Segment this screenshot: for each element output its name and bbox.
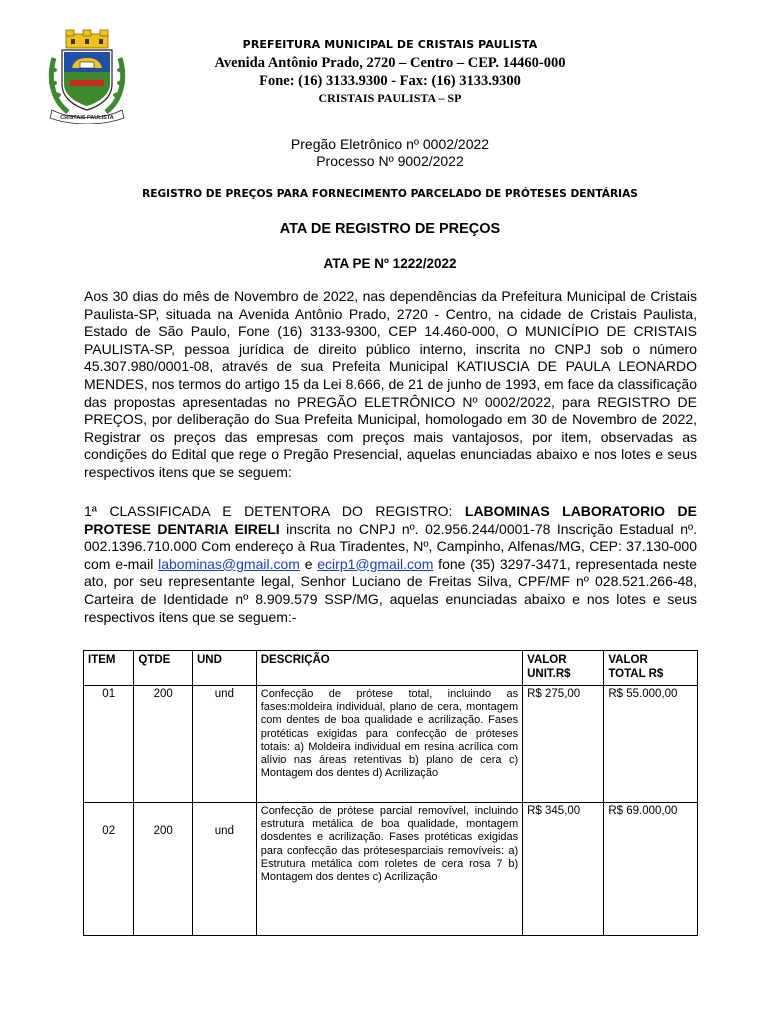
company-details-1: inscrita no CNPJ nº. 02.956.244/0001-78 Inscrição Estadual nº. 002.1396.710.000 Com endereço à Rua Tiradentes, Nº, Campinho, Alfenas/MG, CEP: 37.130-000 com e-mail <box>84 520 697 572</box>
header-item: ITEM <box>84 651 134 686</box>
company-details-conj: e <box>299 555 318 572</box>
row-valor-unit: R$ 345,00 <box>523 803 604 936</box>
ata-title: ATA DE REGISTRO DE PREÇOS <box>279 221 501 237</box>
header-valor-unit <box>523 651 604 686</box>
company-details-2: fone (35) 3297-3471, representada neste ato, por seu representante legal, Senhor Luciano de Freitas Silva, CPF/MF nº 028.521.266-48, Carteira de Identidade nº 8.909.579 SSP/MG, aquelas enunciadas abaixo e nos lotes e seus respectivos itens que se seguem:- <box>84 555 697 625</box>
municipal-crest-logo <box>44 28 130 124</box>
row-valor-unit: R$ 275,00 <box>523 686 604 803</box>
row-qtde: 200 <box>134 686 193 803</box>
row-valor-total: R$ 55.000,00 <box>604 686 698 803</box>
row-item: 02 <box>84 803 134 936</box>
row-valor-total: R$ 69.000,00 <box>604 803 698 936</box>
header-valor-unit-line2: UNIT.R$ <box>527 668 571 680</box>
pregao-number: Pregão Eletrônico nº 0002/2022 <box>290 136 490 152</box>
header-qtde: QTDE <box>134 651 193 686</box>
classified-prefix: 1ª CLASSIFICADA E DETENTORA DO REGISTRO: <box>84 503 465 519</box>
table-row <box>84 686 698 803</box>
pregao-block <box>200 136 580 170</box>
intro-paragraph: Aos 30 dias do mês de Novembro de 2022, nas dependências da Prefeitura Municipal de Cristais Paulista-SP, situada na Avenida Antônio Prado, 2720 - Centro, na cidade de Cristais Paulista, Estado de São Paulo, Fone (16) 3133-9300, CEP 14.460-000, O MUNICÍPIO DE CRISTAIS PAULISTA-SP, pessoa jurídica de direito público interno, inscrita no CNPJ sob o número 45.307.980/0001-08, através de sua Prefeita Municipal KATIUSCIA DE PAULA LEONARDO MENDES, nos termos do artigo 15 da Lei 8.666, de 21 de junho de 1993, em face da classificação das propostas apresentadas no PREGÃO ELETRÔNICO Nº 0002/2022, para REGISTRO DE PREÇOS, por deliberação do Sua Prefeita Municipal, homologado em 30 de Novembro de 2022, Registrar os preços das empresas com preços mais vantajosos, por item, observadas as condições do Edital que rege o Pregão Presencial, aquelas enunciadas abaixo e nos lotes e seus respectivos itens que se seguem: <box>84 288 697 480</box>
row-item: 01 <box>84 686 134 803</box>
table-header-row <box>84 651 698 686</box>
row-qtde: 200 <box>134 803 193 936</box>
email-link-ecirp[interactable]: ecirp1@gmail.com <box>317 555 434 572</box>
row-descricao: Confecção de prótese parcial removível, incluindo estrutura metálica de boa qualidade, montagem dosdentes e acrilização. Fases protéticas exigidas para confecção das prótesesparciais removíveis: a) Estrutura metálica com roletes de cera rosa 7 b) Montagem dos dentes c) Acrilização <box>256 803 522 936</box>
company-name: LABOMINAS LABORATORIO DE PROTESE DENTARIA EIRELI <box>84 503 697 537</box>
ata-number: ATA PE Nº 1222/2022 <box>323 256 457 271</box>
header-valor-total-line1: VALOR <box>608 654 648 666</box>
table-row <box>84 803 698 936</box>
header-und: UND <box>193 651 257 686</box>
header-valor-total <box>604 651 698 686</box>
registro-title: REGISTRO DE PREÇOS PARA FORNECIMENTO PARCELADO DE PRÓTESES DENTÁRIAS <box>142 188 638 200</box>
header-address: Avenida Antônio Prado, 2720 – Centro – CEP. 14460-000 <box>214 55 566 71</box>
classified-paragraph <box>84 503 697 626</box>
header-valor-unit-line1: VALOR <box>527 654 567 666</box>
crest-band-text: CRISTAIS PAULISTA <box>60 115 114 121</box>
email-link-labominas[interactable]: labominas@gmail.com <box>158 555 300 572</box>
header-valor-total-line2: TOTAL R$ <box>608 668 664 680</box>
row-und: und <box>193 803 257 936</box>
processo-number: Processo Nº 9002/2022 <box>316 153 464 169</box>
header-descricao: DESCRIÇÃO <box>256 651 522 686</box>
header-phones: Fone: (16) 3133.9300 - Fax: (16) 3133.9300 <box>259 73 521 89</box>
header-city: CRISTAIS PAULISTA – SP <box>318 91 462 105</box>
items-table <box>83 650 698 936</box>
header-org-name: PREFEITURA MUNICIPAL DE CRISTAIS PAULISTA <box>242 38 538 51</box>
row-und: und <box>193 686 257 803</box>
row-descricao: Confecção de prótese total, incluindo as fases:moldeira individual, plano de cera, montagem com dentes de boa qualidade e acrilização. Fases protéticas exigidas para confecção de próteses totais: a) Moldeira individual em resina acrílica com alívio nas áreas retentivas b) plano de cera c) Montagem dos dentes d) Acrilização <box>256 686 522 803</box>
